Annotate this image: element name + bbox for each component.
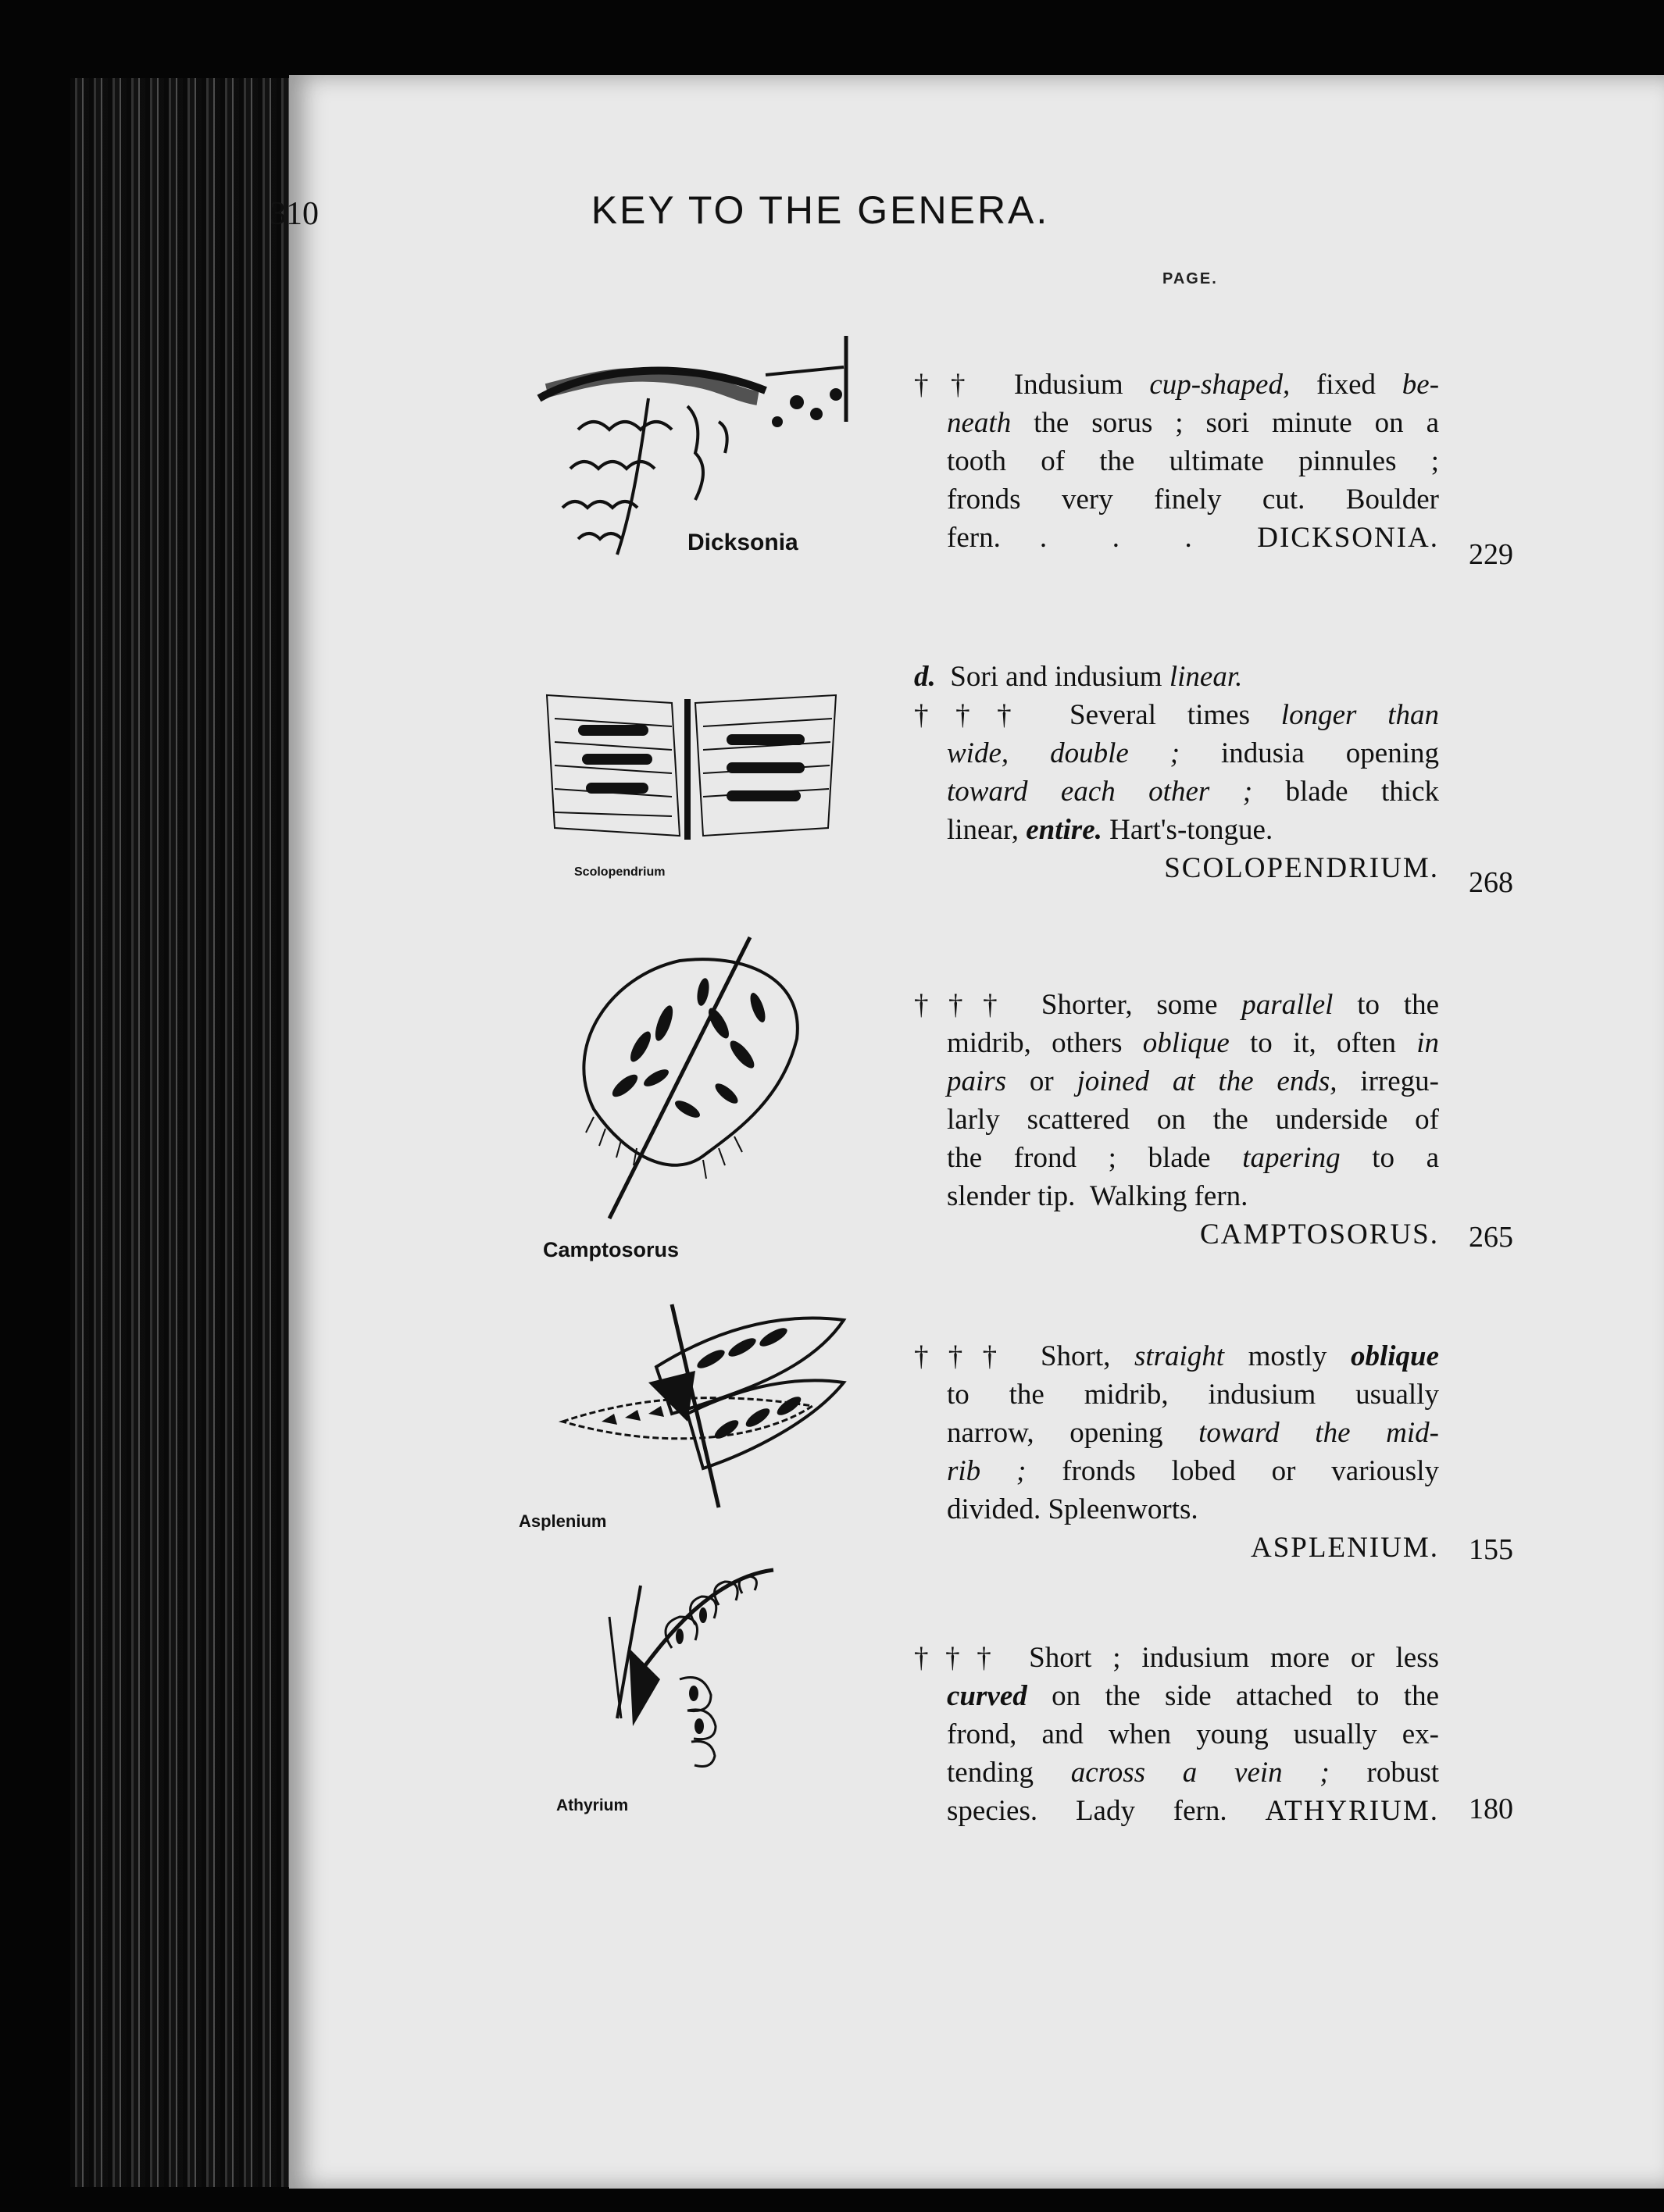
entry-asplenium bbox=[914, 1337, 1439, 1567]
running-title: KEY TO THE GENERA. bbox=[591, 188, 1050, 232]
genus-name: ASPLENIUM. bbox=[1251, 1532, 1439, 1564]
entry-line bbox=[914, 1529, 1439, 1567]
book-spine-edge bbox=[70, 78, 305, 2187]
entry-heading: d. Sori and indusium linear. bbox=[914, 661, 1243, 693]
entry-line: tending across a vein ; robust bbox=[947, 1757, 1439, 1789]
genus-name: CAMPTOSORUS. bbox=[1199, 1218, 1439, 1250]
entry-line: species. Lady fern. ATHYRIUM. bbox=[947, 1795, 1439, 1827]
scolopendrium-figure bbox=[539, 680, 852, 883]
entry-line: †† Indusium cup-shaped, fixed be- bbox=[914, 369, 1440, 401]
entry-line: ††† Short, straight mostly oblique bbox=[914, 1340, 1439, 1372]
entry-line bbox=[914, 849, 1439, 887]
page-ref-scolopendrium: 268 bbox=[1469, 866, 1513, 899]
page-ref-camptosorus: 265 bbox=[1469, 1221, 1513, 1254]
entry-dicksonia bbox=[914, 366, 1439, 557]
page-ref-athyrium: 180 bbox=[1469, 1793, 1513, 1825]
page-ref-dicksonia: 229 bbox=[1469, 538, 1513, 571]
entry-line: narrow, opening toward the mid- bbox=[947, 1417, 1439, 1449]
entry-line: tooth of the ultimate pinnules ; bbox=[947, 445, 1439, 477]
scolopendrium-figure-label: Scolopendrium bbox=[574, 865, 666, 879]
entry-line: midrib, others oblique to it, often in bbox=[947, 1027, 1439, 1059]
entry-scolopendrium bbox=[914, 658, 1439, 887]
camptosorus-figure-label: Camptosorus bbox=[543, 1238, 680, 1261]
genus-name: DICKSONIA. bbox=[1257, 522, 1439, 554]
dicksonia-figure bbox=[531, 336, 859, 570]
asplenium-figure-label: Asplenium bbox=[519, 1511, 607, 1531]
entry-line: wide, double ; indusia opening bbox=[947, 737, 1439, 769]
entry-line: larly scattered on the underside of bbox=[947, 1104, 1439, 1136]
asplenium-illustration bbox=[516, 1297, 852, 1515]
entry-line bbox=[914, 1215, 1439, 1254]
entry-line: slender tip. Walking fern. bbox=[947, 1180, 1248, 1212]
entry-line: ††† Shorter, some parallel to the bbox=[914, 989, 1440, 1021]
dicksonia-figure-label: Dicksonia bbox=[687, 530, 798, 555]
entry-line: the frond ; blade tapering to a bbox=[947, 1142, 1439, 1174]
athyrium-illustration bbox=[555, 1562, 812, 1796]
entry-line: toward each other ; blade thick bbox=[947, 776, 1439, 808]
athyrium-figure-label: Athyrium bbox=[556, 1796, 629, 1814]
page-column-label: PAGE. bbox=[1162, 270, 1218, 287]
page-number: 310 bbox=[270, 196, 319, 232]
entry-line: to the midrib, indusium usually bbox=[947, 1379, 1439, 1411]
entry-line: pairs or joined at the ends, irregu- bbox=[947, 1065, 1439, 1097]
camptosorus-figure bbox=[543, 929, 828, 1261]
asplenium-figure bbox=[516, 1297, 852, 1531]
entry-line: neath the sorus ; sori minute on a bbox=[947, 407, 1439, 439]
entry-athyrium bbox=[914, 1639, 1439, 1830]
entry-camptosorus bbox=[914, 986, 1439, 1254]
entry-line: frond, and when young usually ex- bbox=[947, 1718, 1439, 1750]
entry-line: ††† Short ; indusium more or less bbox=[914, 1642, 1440, 1674]
genus-name: SCOLOPENDRIUM. bbox=[1164, 852, 1439, 884]
entry-line: fronds very finely cut. Boulder bbox=[947, 483, 1439, 516]
entry-line: fern. . . . DICKSONIA. bbox=[947, 522, 1439, 554]
genus-name: ATHYRIUM. bbox=[1265, 1795, 1439, 1827]
entry-line: divided. Spleenworts. bbox=[947, 1493, 1198, 1525]
entry-line: ††† Several times longer than bbox=[914, 699, 1439, 731]
camptosorus-illustration bbox=[547, 929, 828, 1226]
entry-line: rib ; fronds lobed or variously bbox=[947, 1455, 1439, 1487]
athyrium-figure bbox=[555, 1562, 812, 1828]
entry-line: linear, entire. Hart's-tongue. bbox=[947, 814, 1273, 846]
scolopendrium-illustration bbox=[539, 680, 852, 851]
page-ref-asplenium: 155 bbox=[1469, 1533, 1513, 1566]
entry-line: curved on the side attached to the bbox=[947, 1680, 1439, 1712]
